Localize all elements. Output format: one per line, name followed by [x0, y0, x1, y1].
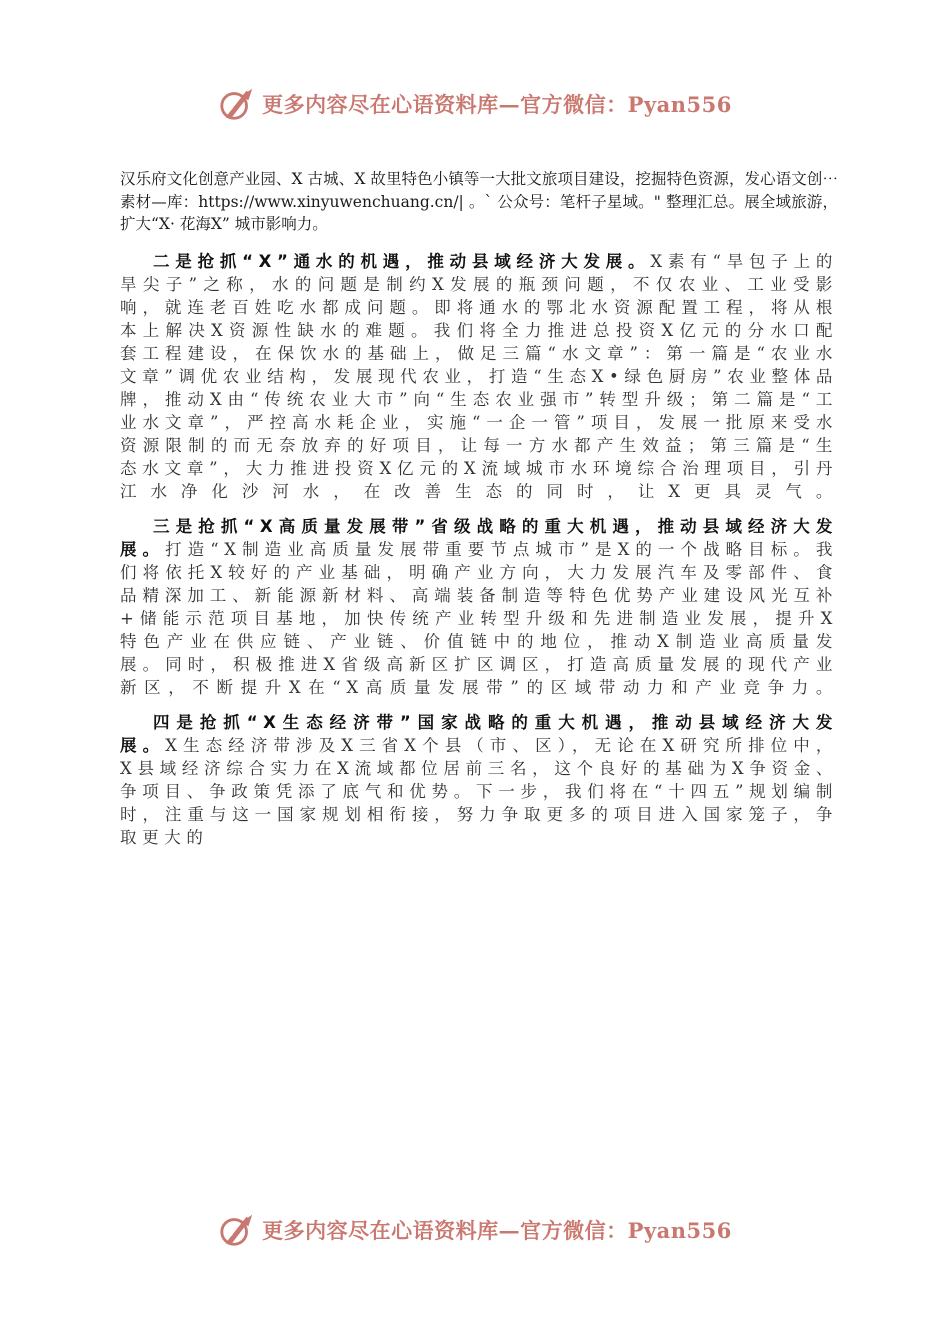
watermark-text: 更多内容尽在心语资料库—官方微信：Pyan556	[262, 92, 732, 117]
paragraph-text: X素有“旱包子上的旱尖子”之称，水的问题是制约X发展的瓶颈问题，不仅农业、工业受影响，就连老百姓吃水都成问题。即将通水的鄂北水资源配置工程，将从根本上解决X资源性缺水的难题。我们将全力推进总投资X亿元的分水口配套工程建设，在保饮水的基础上，做足三篇“水文章”：第一篇是“农业水文章”调优农业结构，发展现代农业，打造“生态X•绿色厨房”农业整体品牌，推动X由“传统农业大市”向“生态农业强市”转型升级；第二篇是“工业水文章”，严控高水耗企业，实施“一企一管”项目，发展一批原来受水资源限制的而无奈放弃的好项目，让每一方水都产生效益；第三篇是“生态水文章”，大力推进投资X亿元的X流域城市水环境综合治理项目，引丹江水净化沙河水，在改善生态的同时，让X更具灵气。	[120, 251, 838, 501]
quill-pen-logo-icon	[218, 85, 256, 123]
document-body	[120, 168, 838, 849]
watermark-text: 更多内容尽在心语资料库—官方微信：Pyan556	[262, 1218, 732, 1243]
quill-pen-logo-icon	[218, 1211, 256, 1249]
paragraph-water-opportunity	[120, 250, 838, 503]
paragraph-ecological-belt	[120, 711, 838, 849]
paragraph-text: X生态经济带涉及X三省X个县（市、区），无论在X研究所排位中，X县域经济综合实力在X流域都位居前三名，这个良好的基础为X争资金、争项目、争政策凭添了底气和优势。下一步，我们将在“十四五”规划编制时，注重与这一国家规划相衔接，努力争取更多的项目进入国家笼子，争取更大的	[120, 735, 838, 847]
paragraph-text: 打造“X制造业高质量发展带重要节点城市”是X的一个战略目标。我们将依托X较好的产业基础，明确产业方向，大力发展汽车及零部件、食品精深加工、新能源新材料、高端装备制造等特色优势产业建设风光互补+储能示范项目基地，加快传统产业转型升级和先进制造业发展，提升X特色产业在供应链、产业链、价值链中的地位，推动X制造业高质量发展。同时，积极推进X省级高新区扩区调区，打造高质量发展的现代产业新区，不断提升X在“X高质量发展带”的区域带动力和产业竞争力。	[120, 539, 838, 697]
paragraph-heading: 四是抢抓“X生态经济带”国家战略的重大机遇，推动县域经济大发展。	[120, 712, 838, 755]
footer-watermark-banner	[0, 1206, 950, 1254]
header-watermark-banner	[0, 80, 950, 128]
intro-paragraph: 汉乐府文化创意产业园、X 古城、X 故里特色小镇等一大批文旅项目建设，挖掘特色资源，发心语文创⋯素材—库：https://www.xinyuwenchuang.cn/| 。` 公众号：笔杆子星域。" 整理汇总。展全域旅游，扩大“X· 花海X” 城市影响力。	[120, 170, 838, 233]
paragraph-heading: 三是抢抓“X高质量发展带”省级战略的重大机遇，推动县域经济大发展。	[120, 516, 838, 559]
paragraph-heading: 二是抢抓“X”通水的机遇，推动县域经济大发展。	[153, 251, 651, 271]
paragraph-high-quality-belt	[120, 515, 838, 699]
